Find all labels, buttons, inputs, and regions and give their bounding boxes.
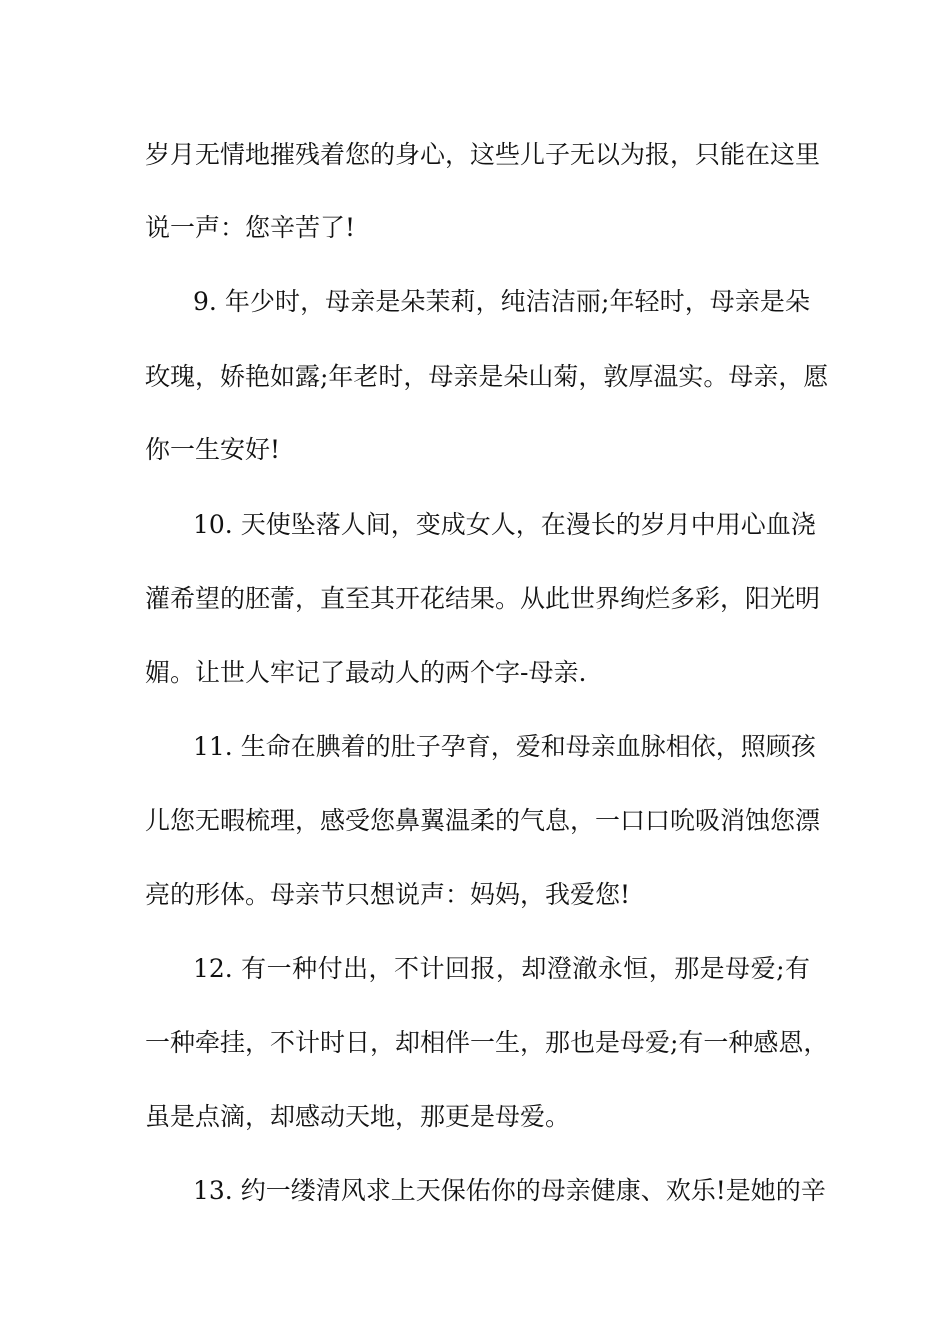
text-line: 12. 有一种付出，不计回报，却澄澈永恒，那是母爱;有 [193, 954, 810, 983]
text-line: 岁月无情地摧残着您的身心，这些儿子无以为报，只能在这里 [145, 140, 821, 169]
text-line: 灌希望的胚蕾，直至其开花结果。从此世界绚烂多彩，阳光明 [145, 584, 821, 613]
text-line: 10. 天使坠落人间，变成女人，在漫长的岁月中用心血浇 [193, 510, 816, 539]
text-line: 虽是点滴，却感动天地，那更是母爱。 [145, 1102, 571, 1131]
text-line: 11. 生命在腆着的肚子孕育，爱和母亲血脉相依，照顾孩 [193, 732, 816, 761]
text-line: 9. 年少时，母亲是朵茉莉，纯洁洁丽;年轻时，母亲是朵 [193, 287, 810, 316]
text-line: 玫瑰，娇艳如露;年老时，母亲是朵山菊，敦厚温实。母亲，愿 [145, 362, 829, 391]
text-line: 亮的形体。母亲节只想说声：妈妈，我爱您! [145, 880, 631, 909]
text-line: 一种牵挂，不计时日，却相伴一生，那也是母爱;有一种感恩， [145, 1028, 829, 1057]
text-line: 13. 约一缕清风求上天保佑你的母亲健康、欢乐!是她的辛 [193, 1176, 826, 1205]
text-line: 媚。让世人牢记了最动人的两个字-母亲. [145, 658, 587, 687]
text-line: 你一生安好! [145, 435, 281, 464]
text-line: 说一声：您辛苦了! [145, 213, 356, 242]
text-line: 儿您无暇梳理，感受您鼻翼温柔的气息，一口口吮吸消蚀您漂 [145, 806, 821, 835]
